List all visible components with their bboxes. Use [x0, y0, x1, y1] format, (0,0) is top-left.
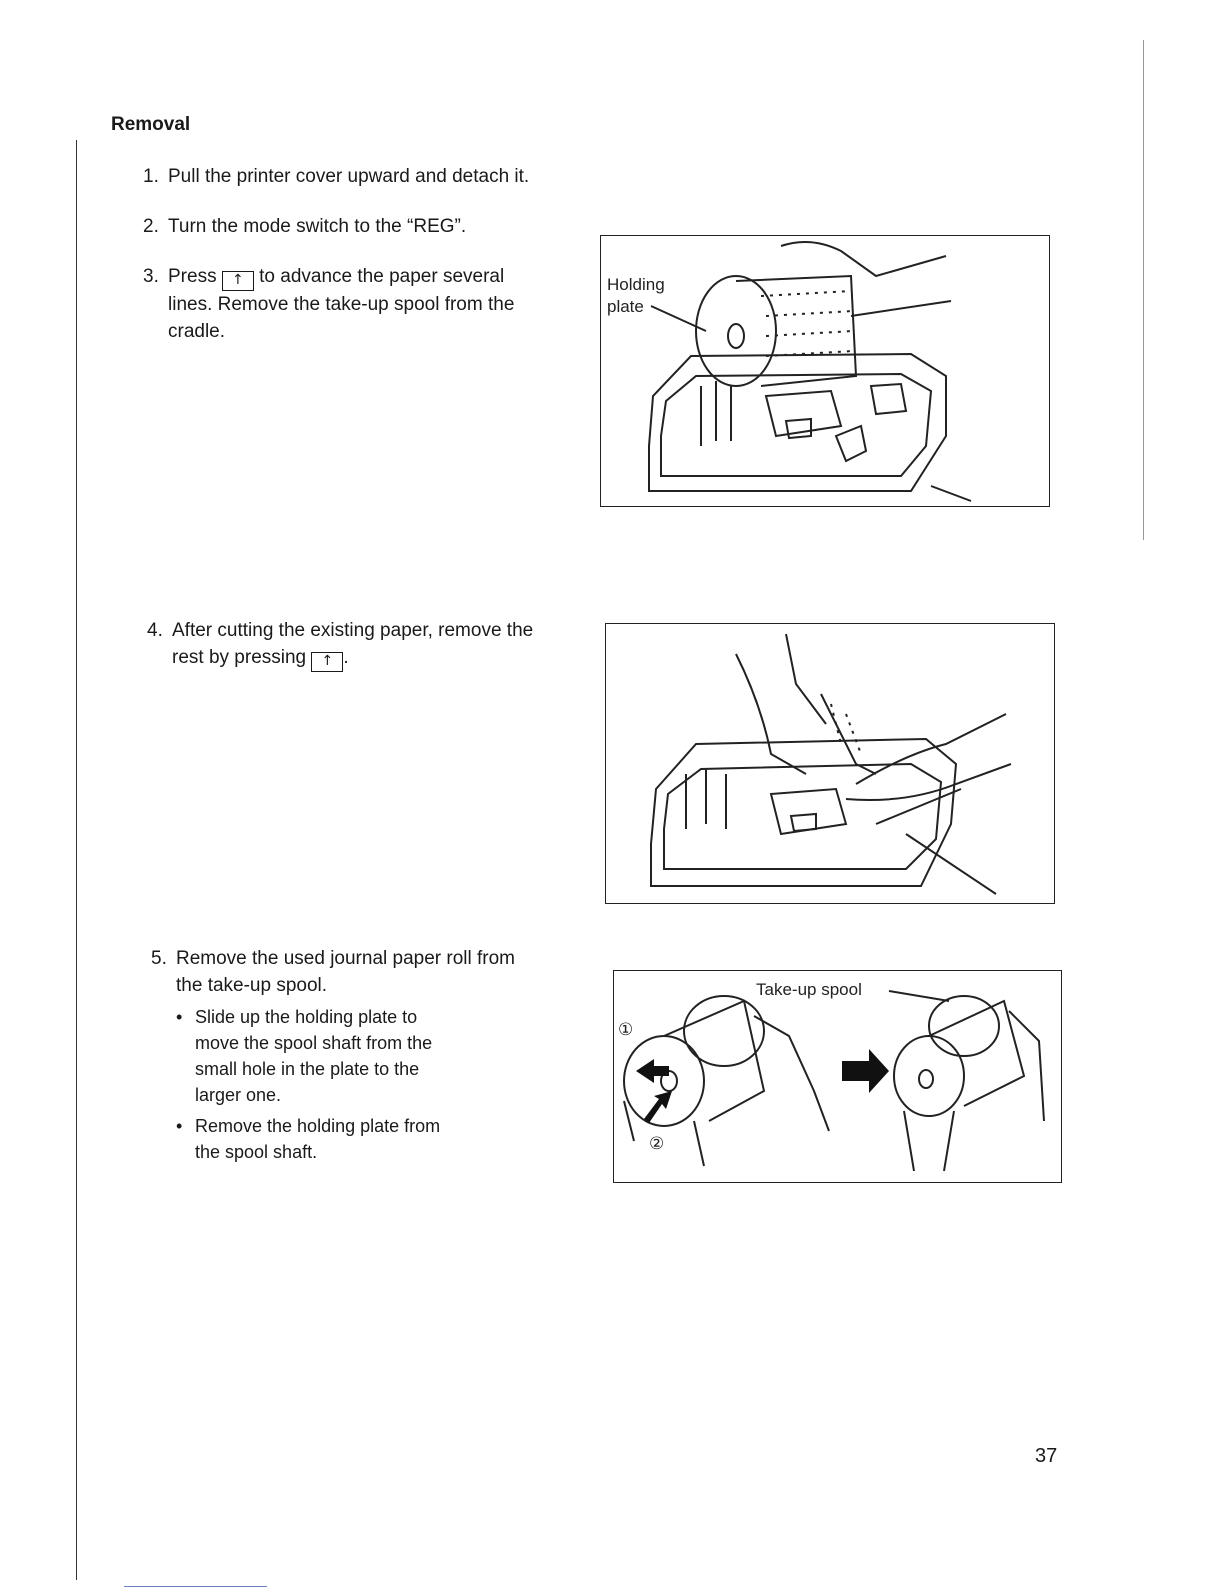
step-2	[143, 213, 603, 240]
step-1	[143, 163, 603, 190]
section-heading: Removal	[111, 114, 191, 135]
step-text: cradle.	[168, 321, 226, 342]
step-text: lines. Remove the take-up spool from the	[168, 294, 515, 315]
figure-remove-take-up-spool	[600, 235, 1050, 507]
figure-label: Take-up spool	[756, 980, 862, 999]
step-text: Remove the used journal paper roll from	[176, 948, 516, 969]
bullet-dot: •	[176, 1116, 183, 1136]
scan-edge-right	[1143, 40, 1144, 540]
step-text: rest by pressing	[172, 647, 307, 668]
bullet-text: move the spool shaft from the	[195, 1033, 433, 1053]
bullet-text: larger one.	[195, 1085, 282, 1105]
step-4	[147, 617, 587, 673]
step-number: 4.	[147, 620, 163, 641]
bullet-item	[176, 1004, 496, 1108]
page-number: 37	[1035, 1445, 1058, 1467]
printer-hands-illustration	[606, 624, 1054, 903]
step-text: Pull the printer cover upward and detach it.	[168, 166, 530, 187]
step-marker-2: ②	[649, 1134, 665, 1154]
step-number: 5.	[151, 948, 167, 969]
step-number: 3.	[143, 266, 159, 287]
figure-take-up-spool	[613, 970, 1062, 1183]
figure-label: Holding	[607, 275, 665, 294]
bullet-text: Remove the holding plate from	[195, 1116, 441, 1136]
bullet-item	[176, 1113, 496, 1165]
step-text: the take-up spool.	[176, 975, 328, 996]
step-text: After cutting the existing paper, remove the	[172, 620, 534, 641]
step-text: .	[343, 647, 349, 668]
step-3	[143, 263, 583, 345]
bullet-text: small hole in the plate to the	[195, 1059, 420, 1079]
paper-feed-key-icon: ↑	[311, 652, 343, 672]
scan-edge-left	[76, 140, 77, 1580]
spool-illustration	[614, 971, 1061, 1182]
bullet-dot: •	[176, 1007, 183, 1027]
step-number: 2.	[143, 216, 159, 237]
printer-illustration	[601, 236, 1049, 506]
step-text: Turn the mode switch to the “REG”.	[168, 216, 467, 237]
figure-remove-paper	[605, 623, 1055, 904]
paper-feed-key-icon: ↑	[222, 271, 254, 291]
step-text: Press	[168, 266, 217, 287]
step-text: to advance the paper several	[259, 266, 505, 287]
step-number: 1.	[143, 166, 159, 187]
figure-label: plate	[607, 297, 644, 316]
step-marker-1: ①	[618, 1020, 634, 1040]
step-5	[151, 945, 571, 999]
bullet-text: Slide up the holding plate to	[195, 1007, 418, 1027]
bullet-text: the spool shaft.	[195, 1142, 318, 1162]
